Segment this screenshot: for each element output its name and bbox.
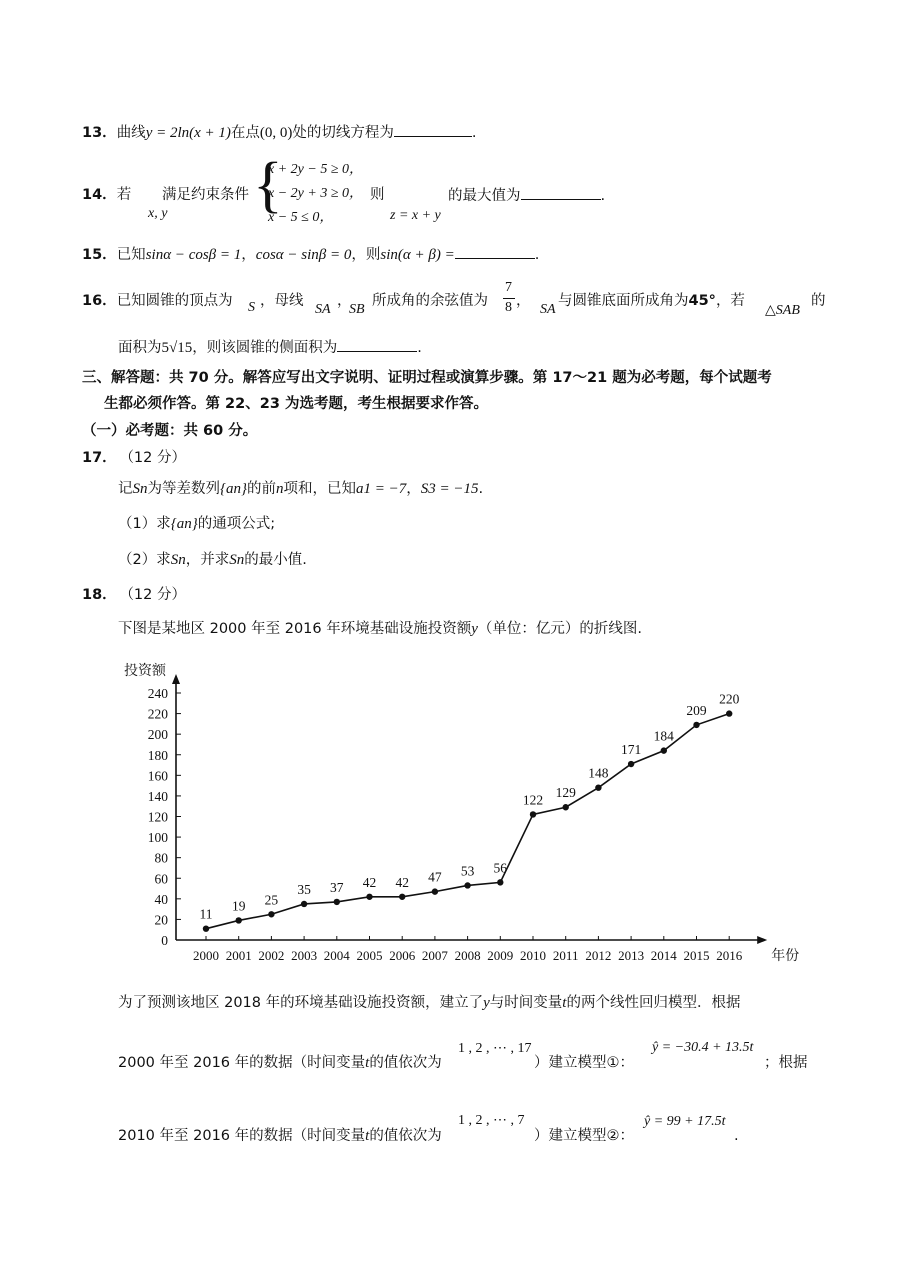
q15-sep: ， — [241, 247, 256, 263]
q18-intro — [118, 619, 642, 639]
q13-end: . — [471, 125, 477, 141]
q16-number: 16． — [82, 293, 117, 309]
q16-line-1a — [82, 291, 233, 311]
q13-point: (0, 0) — [259, 125, 293, 141]
x-tick-label: 2014 — [650, 948, 677, 963]
section-3-sub: （一）必考题：共 60 分。 — [82, 423, 258, 439]
y-tick-label: 0 — [161, 933, 168, 948]
q16-generatrix-sa-2: SA — [540, 302, 556, 317]
q14-constraint-3: x − 5 ≤ 0， — [268, 210, 334, 225]
data-label: 209 — [686, 702, 707, 718]
q16-generatrix-sa: SA — [315, 302, 331, 317]
q16-line2-text-1: 面积为 — [118, 340, 162, 356]
q14-constraint-1: x + 2y − 5 ≥ 0， — [268, 162, 364, 177]
q16-answer-blank[interactable] — [337, 337, 417, 352]
q14-answer-blank[interactable] — [521, 185, 601, 200]
q18-p2-text-1: 2000 年至 2016 年的数据（时间变量 — [118, 1055, 366, 1071]
y-tick-label: 180 — [147, 747, 168, 763]
data-point — [563, 804, 569, 810]
q18-p1-text-2: 与时间变量 — [489, 995, 563, 1011]
q18-model-2: ŷ = 99 + 17.5t — [644, 1114, 726, 1129]
data-label: 53 — [460, 863, 475, 879]
q16-fraction-bar — [503, 298, 515, 299]
q17-part-1 — [118, 514, 275, 534]
section-3-line-2: 生都必须作答。第 22、23 为选考题，考生根据要求作答。 — [104, 396, 488, 412]
y-tick-label: 80 — [154, 850, 168, 866]
q18-p3-sequence: 1 , 2 , ⋯ , 7 — [458, 1113, 525, 1128]
q16-fraction-denominator: 8 — [505, 300, 512, 315]
q18-p2-text-2: 的值依次为 — [369, 1055, 442, 1071]
y-tick-label: 220 — [147, 706, 168, 722]
q17-text-3: 的前 — [247, 481, 276, 497]
q18-p1-y: y — [483, 995, 490, 1011]
q16-text-7: ，若 — [715, 293, 745, 309]
q18-p3-t: t — [365, 1128, 370, 1144]
q18-p1-t: t — [562, 995, 567, 1011]
q14-number-line — [82, 185, 131, 205]
x-tick-label: 2007 — [421, 948, 448, 963]
data-point — [301, 901, 307, 907]
q17-statement — [118, 479, 483, 499]
q17-text-5: ， — [406, 481, 421, 497]
q17-text-1: 记 — [118, 481, 133, 497]
data-label: 47 — [428, 869, 442, 885]
q16-vertex: S — [248, 300, 255, 315]
q15-text-2: ，则 — [351, 247, 381, 263]
q17-part2-label: （2）求 — [118, 552, 171, 568]
y-tick-label: 60 — [154, 871, 168, 887]
x-axis-arrow — [757, 936, 767, 944]
q13-text-3: 处的切线方程为 — [292, 125, 394, 141]
q18-p3-end: . — [734, 1128, 739, 1144]
y-axis-label: 投资额 — [124, 664, 166, 679]
x-tick-label: 2004 — [323, 948, 350, 963]
q13-curve-equation: y = 2ln(x + 1) — [145, 125, 231, 141]
q17-part-2 — [118, 550, 307, 570]
q15-text-1: 已知 — [116, 247, 146, 263]
x-tick-label: 2012 — [585, 948, 612, 963]
q16-text-2: ，母线 — [260, 293, 304, 309]
q17-part2-text-1: ，并求 — [185, 552, 230, 568]
q15-answer-blank[interactable] — [455, 244, 535, 259]
data-point — [268, 911, 274, 917]
q16-text-6: 与圆锥底面所成角为 — [558, 293, 689, 309]
q17-n: n — [276, 481, 284, 497]
q14-text-2: 满足约束条件 — [162, 187, 249, 203]
q18-intro-text-2: （单位：亿元）的折线图. — [477, 621, 643, 637]
q13-number: 13． — [82, 125, 117, 141]
data-label: 122 — [522, 792, 544, 808]
q16-text-1: 已知圆锥的顶点为 — [116, 293, 233, 309]
q13-answer-blank[interactable] — [394, 122, 472, 137]
q18-para-2-text — [118, 1053, 442, 1073]
data-point — [366, 894, 372, 900]
data-point — [595, 784, 601, 790]
q13-text-1: 曲线 — [116, 125, 146, 141]
data-point — [432, 888, 438, 894]
y-tick-label: 100 — [147, 830, 168, 846]
section-3-line-1: 三、解答题：共 70 分。解答应写出文字说明、证明过程或演算步骤。第 17～21 题为必考题，每个试题考 — [82, 370, 772, 386]
x-tick-label: 2001 — [225, 948, 252, 963]
q17-score: （12 分） — [126, 450, 186, 466]
data-point — [464, 882, 470, 888]
data-label: 42 — [362, 874, 377, 890]
x-tick-label: 2000 — [193, 948, 219, 963]
data-point — [399, 894, 405, 900]
q14-text-4-line — [448, 185, 605, 206]
y-axis-arrow — [172, 674, 180, 684]
q17-part2-sn-2: Sn — [229, 552, 245, 568]
x-tick-label: 2009 — [487, 948, 514, 963]
data-label: 129 — [555, 785, 576, 801]
x-tick-label: 2015 — [683, 948, 710, 963]
q16-end: . — [417, 340, 422, 356]
y-tick-label: 120 — [147, 809, 168, 825]
series-line — [206, 714, 729, 929]
q17-sequence: {an} — [220, 481, 247, 497]
q17-number: 17． — [82, 450, 117, 466]
x-tick-label: 2010 — [520, 948, 546, 963]
y-tick-label: 200 — [147, 727, 168, 743]
q18-p1-text-1: 为了预测该地区 2018 年的环境基础设施投资额，建立了 — [118, 995, 484, 1011]
data-label: 171 — [620, 742, 642, 758]
q18-intro-text-1: 下图是某地区 2000 年至 2016 年环境基础设施投资额 — [118, 621, 472, 637]
q13-text-2: 在点 — [230, 125, 260, 141]
q17-header — [82, 448, 186, 468]
data-label: 35 — [297, 881, 311, 897]
q16-generatrix-sb: SB — [349, 302, 365, 317]
q14-end: . — [600, 188, 606, 204]
q16-line-2 — [118, 337, 422, 358]
y-tick-label: 160 — [147, 768, 168, 784]
q17-part2-text-2: 的最小值. — [244, 552, 307, 568]
q18-number: 18． — [82, 587, 117, 603]
x-tick-label: 2016 — [716, 948, 743, 963]
data-label: 148 — [588, 765, 609, 781]
data-label: 42 — [395, 874, 409, 890]
q16-angle: 45° — [688, 293, 716, 309]
q17-part1-sequence: {an} — [170, 516, 198, 532]
q14-text-4: 的最大值为 — [448, 188, 521, 204]
data-point — [497, 879, 503, 885]
x-axis-label: 年份 — [771, 949, 800, 964]
q14-text-3: 则 — [370, 187, 385, 203]
q16-fraction-numerator: 7 — [505, 280, 512, 295]
q14-constraint-2: x − 2y + 3 ≥ 0， — [268, 186, 364, 201]
data-label: 56 — [493, 860, 508, 876]
x-tick-label: 2011 — [552, 948, 579, 963]
q16-text-3: ， — [337, 293, 352, 309]
q15-end: . — [534, 247, 540, 263]
q18-model-1: ŷ = −30.4 + 13.5t — [652, 1040, 754, 1055]
q18-p1-text-3: 的两个线性回归模型．根据 — [566, 995, 741, 1011]
y-tick-label: 240 — [147, 686, 168, 701]
q18-score: （12 分） — [126, 587, 186, 603]
q18-p3-text-3: ）建立模型②： — [534, 1128, 634, 1144]
q18-header — [82, 585, 186, 605]
q17-sn: Sn — [132, 481, 148, 497]
q16-triangle: △SAB — [765, 303, 800, 318]
q14-text-1: 若 — [116, 187, 132, 203]
q17-part1-label: （1）求 — [118, 516, 171, 532]
data-point — [203, 925, 209, 931]
q18-p3-text-2: 的值依次为 — [369, 1128, 442, 1144]
q15-equation-1: sinα − cosβ = 1 — [145, 247, 242, 263]
q18-para-1 — [118, 993, 740, 1013]
q18-p2-text-3: ）建立模型①： — [534, 1055, 634, 1071]
x-tick-label: 2008 — [454, 948, 481, 963]
q14-objective: z = x + y — [390, 208, 441, 223]
y-tick-label: 140 — [147, 788, 168, 804]
q14-number: 14． — [82, 187, 117, 203]
data-point — [530, 811, 536, 817]
q15-target: sin(α + β) = — [380, 247, 455, 263]
q17-a1: a1 = −7 — [356, 481, 407, 497]
y-tick-label: 40 — [154, 891, 168, 907]
q16-text-6-line — [558, 291, 745, 311]
q17-text-4: 项和，已知 — [283, 481, 356, 497]
x-tick-label: 2002 — [258, 948, 285, 963]
q16-text-5: ， — [516, 293, 531, 309]
investment-line-chart — [110, 652, 800, 970]
q18-p3-text-1: 2010 年至 2016 年的数据（时间变量 — [118, 1128, 366, 1144]
q17-end: . — [478, 481, 484, 497]
q15-number: 15． — [82, 247, 117, 263]
q17-s3: S3 = −15 — [420, 481, 479, 497]
data-point — [236, 917, 242, 923]
y-tick-label: 20 — [154, 912, 168, 928]
q17-text-2: 为等差数列 — [147, 481, 220, 497]
data-label: 37 — [330, 879, 344, 895]
question-13 — [82, 122, 477, 143]
q15-equation-2: cosα − sinβ = 0 — [255, 247, 352, 263]
data-label: 25 — [264, 892, 279, 908]
data-point — [334, 899, 340, 905]
q18-p2-t: t — [365, 1055, 370, 1071]
q18-intro-y: y — [471, 621, 478, 637]
data-point — [661, 747, 667, 753]
q16-text-8: 的 — [811, 293, 826, 309]
q16-line2-text-2: ，则该圆锥的侧面积为 — [192, 340, 338, 356]
x-tick-label: 2005 — [356, 948, 383, 963]
data-label: 220 — [719, 691, 740, 707]
x-tick-label: 2003 — [291, 948, 318, 963]
x-tick-label: 2013 — [618, 948, 645, 963]
data-label: 19 — [231, 898, 246, 914]
data-point — [628, 761, 634, 767]
q18-p2-sequence: 1 , 2 , ⋯ , 17 — [458, 1041, 532, 1056]
q18-para-3-text — [118, 1126, 442, 1146]
data-point — [726, 710, 732, 716]
q14-brace: { — [253, 151, 283, 219]
q16-text-4: 所成角的余弦值为 — [372, 293, 488, 309]
data-point — [693, 722, 699, 728]
q16-area: 5√15 — [161, 340, 193, 356]
q17-part2-sn: Sn — [170, 552, 186, 568]
x-tick-label: 2006 — [389, 948, 416, 963]
data-label: 11 — [199, 906, 213, 922]
data-label: 184 — [653, 728, 674, 744]
question-15 — [82, 244, 539, 265]
q18-p2-text-4: ；根据 — [764, 1055, 808, 1071]
q14-vars: x, y — [148, 206, 168, 221]
q17-part1-text: 的通项公式; — [197, 516, 276, 532]
